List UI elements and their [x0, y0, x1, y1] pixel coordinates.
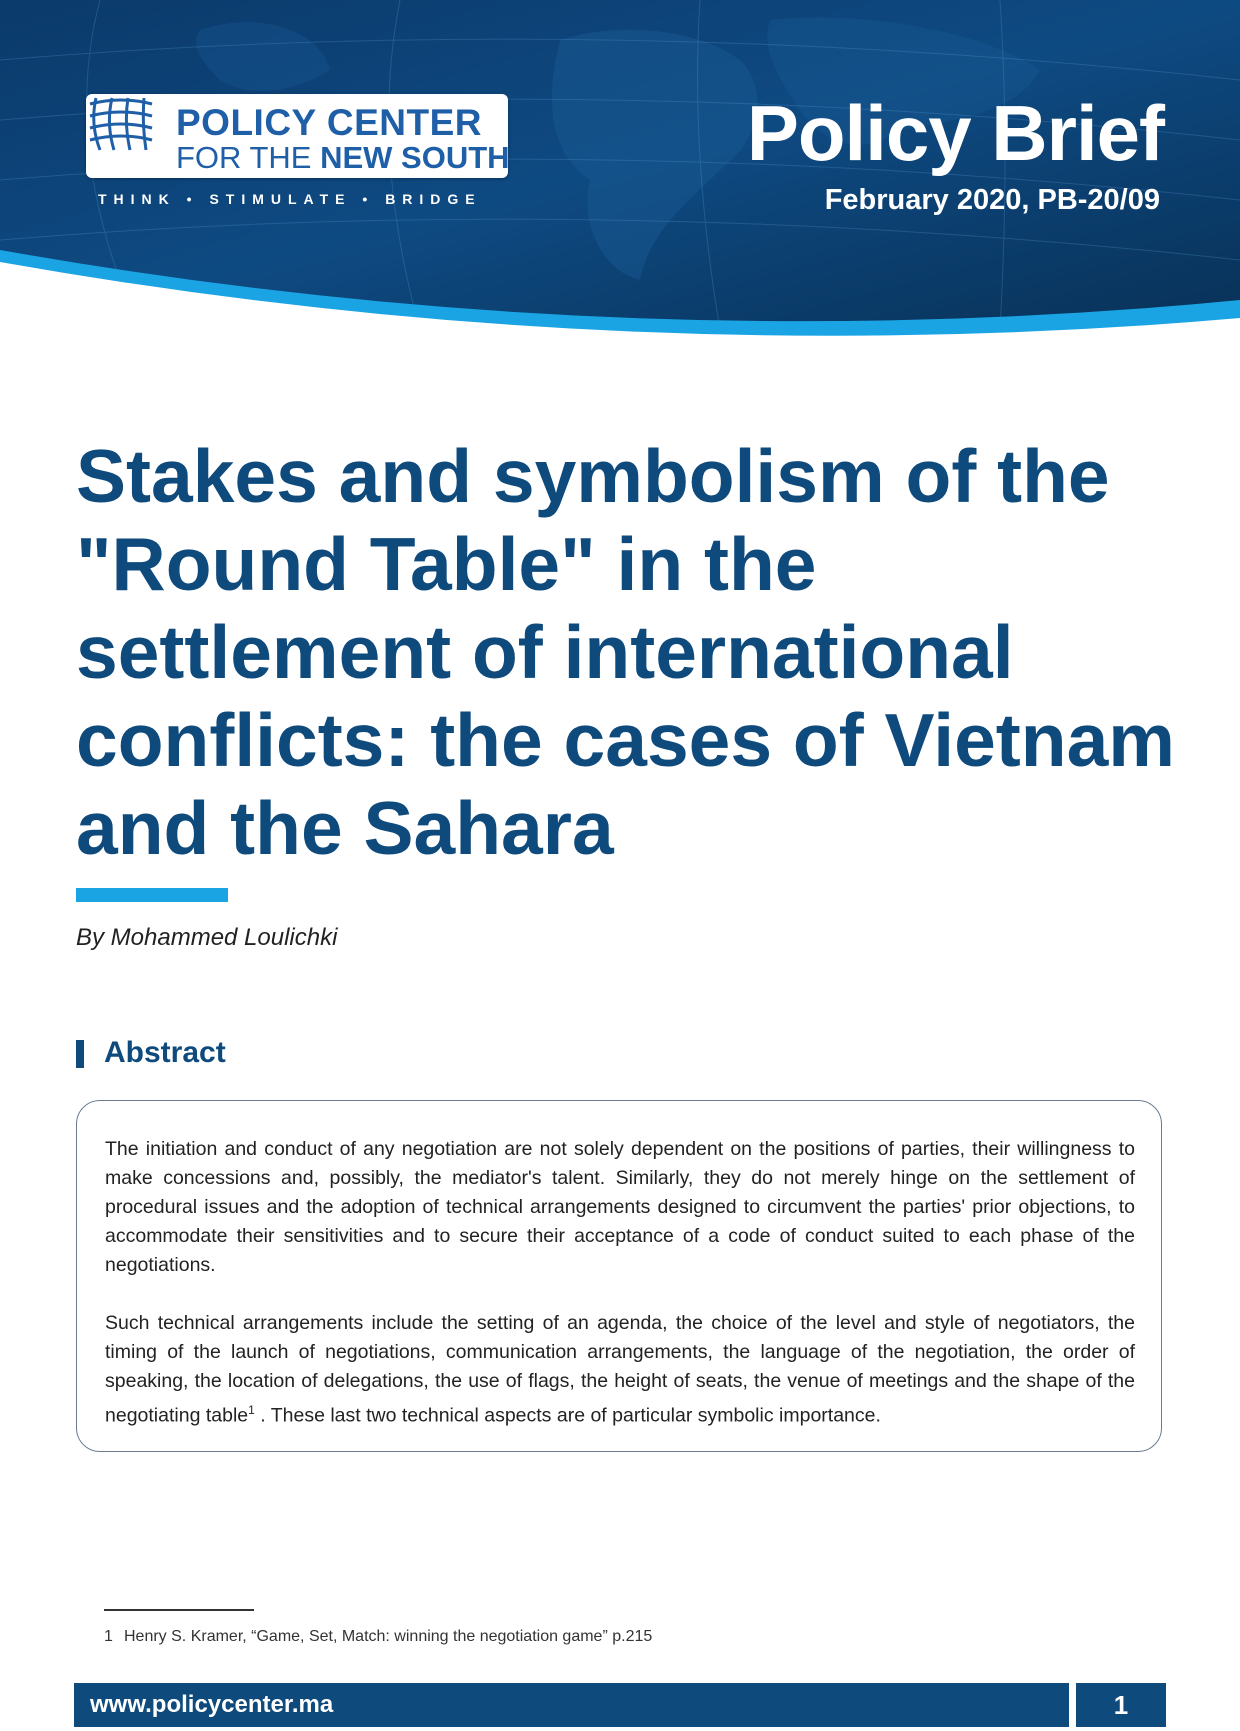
abstract-paragraph-2-start: Such technical arrangements include the setting of an agenda, the choice of the level and style of negotiators, the timing of the launch of negotiations, communication arrangements, the language of the negotiation, the order of speaking, the location of delegations, the use of flags, the height of seats, the venue of meetings and the shape of the negotiating table [105, 1312, 1135, 1427]
footnote-text: Henry S. Kramer, “Game, Set, Match: winning the negotiation game” p.215 [124, 1628, 653, 1645]
logo-line1: POLICY CENTER [176, 102, 482, 143]
abstract-paragraph-2-end: . These last two technical aspects are of particular symbolic importance. [254, 1404, 881, 1427]
logo-line2-prefix: FOR THE [176, 140, 321, 175]
header-banner [0, 0, 1240, 370]
footer-website-link[interactable]: www.policycenter.ma [90, 1691, 334, 1718]
logo-line2 [176, 140, 510, 176]
document-title: Stakes and symbolism of the "Round Table" in the settlement of international conflicts: the cases of Vietnam and the Sahara [76, 434, 1175, 870]
abstract-paragraph-1: The initiation and conduct of any negotiation are not solely dependent on the positions of parties, their willingness to make concessions and, possibly, the mediator's talent. Similarly, they do not merely hinge on the settlement of procedural issues and the adoption of technical arrangements designed to circumvent the parties' prior objections, to accommodate their sensitivities and to secure their acceptance of a code of conduct suited to each phase of the negotiations. [105, 1138, 1135, 1276]
tagline: THINK • STIMULATE • BRIDGE [98, 191, 482, 207]
footnote-number: 1 [104, 1628, 113, 1645]
brief-type-title: Policy Brief [746, 89, 1164, 177]
title-accent-rule [76, 888, 228, 902]
abstract-heading-bar [76, 1040, 84, 1068]
footnote [104, 1628, 652, 1646]
abstract-box [76, 1100, 1162, 1452]
abstract-text [105, 1135, 1135, 1460]
abstract-heading-label: Abstract [104, 1036, 226, 1069]
abstract-paragraph-2 [105, 1309, 1135, 1431]
logo [86, 94, 508, 178]
globe-mesh-icon [86, 94, 156, 154]
logo-line2-bold: NEW SOUTH [320, 140, 510, 175]
author-byline: By Mohammed Loulichki [76, 924, 338, 951]
brief-date: February 2020, PB-20/09 [824, 184, 1160, 216]
page-number: 1 [1113, 1690, 1129, 1720]
footer-page-box [1076, 1683, 1166, 1727]
footnote-reference[interactable]: 1 [248, 1403, 255, 1417]
footer-bar [74, 1683, 1069, 1727]
footnote-divider [104, 1609, 254, 1611]
